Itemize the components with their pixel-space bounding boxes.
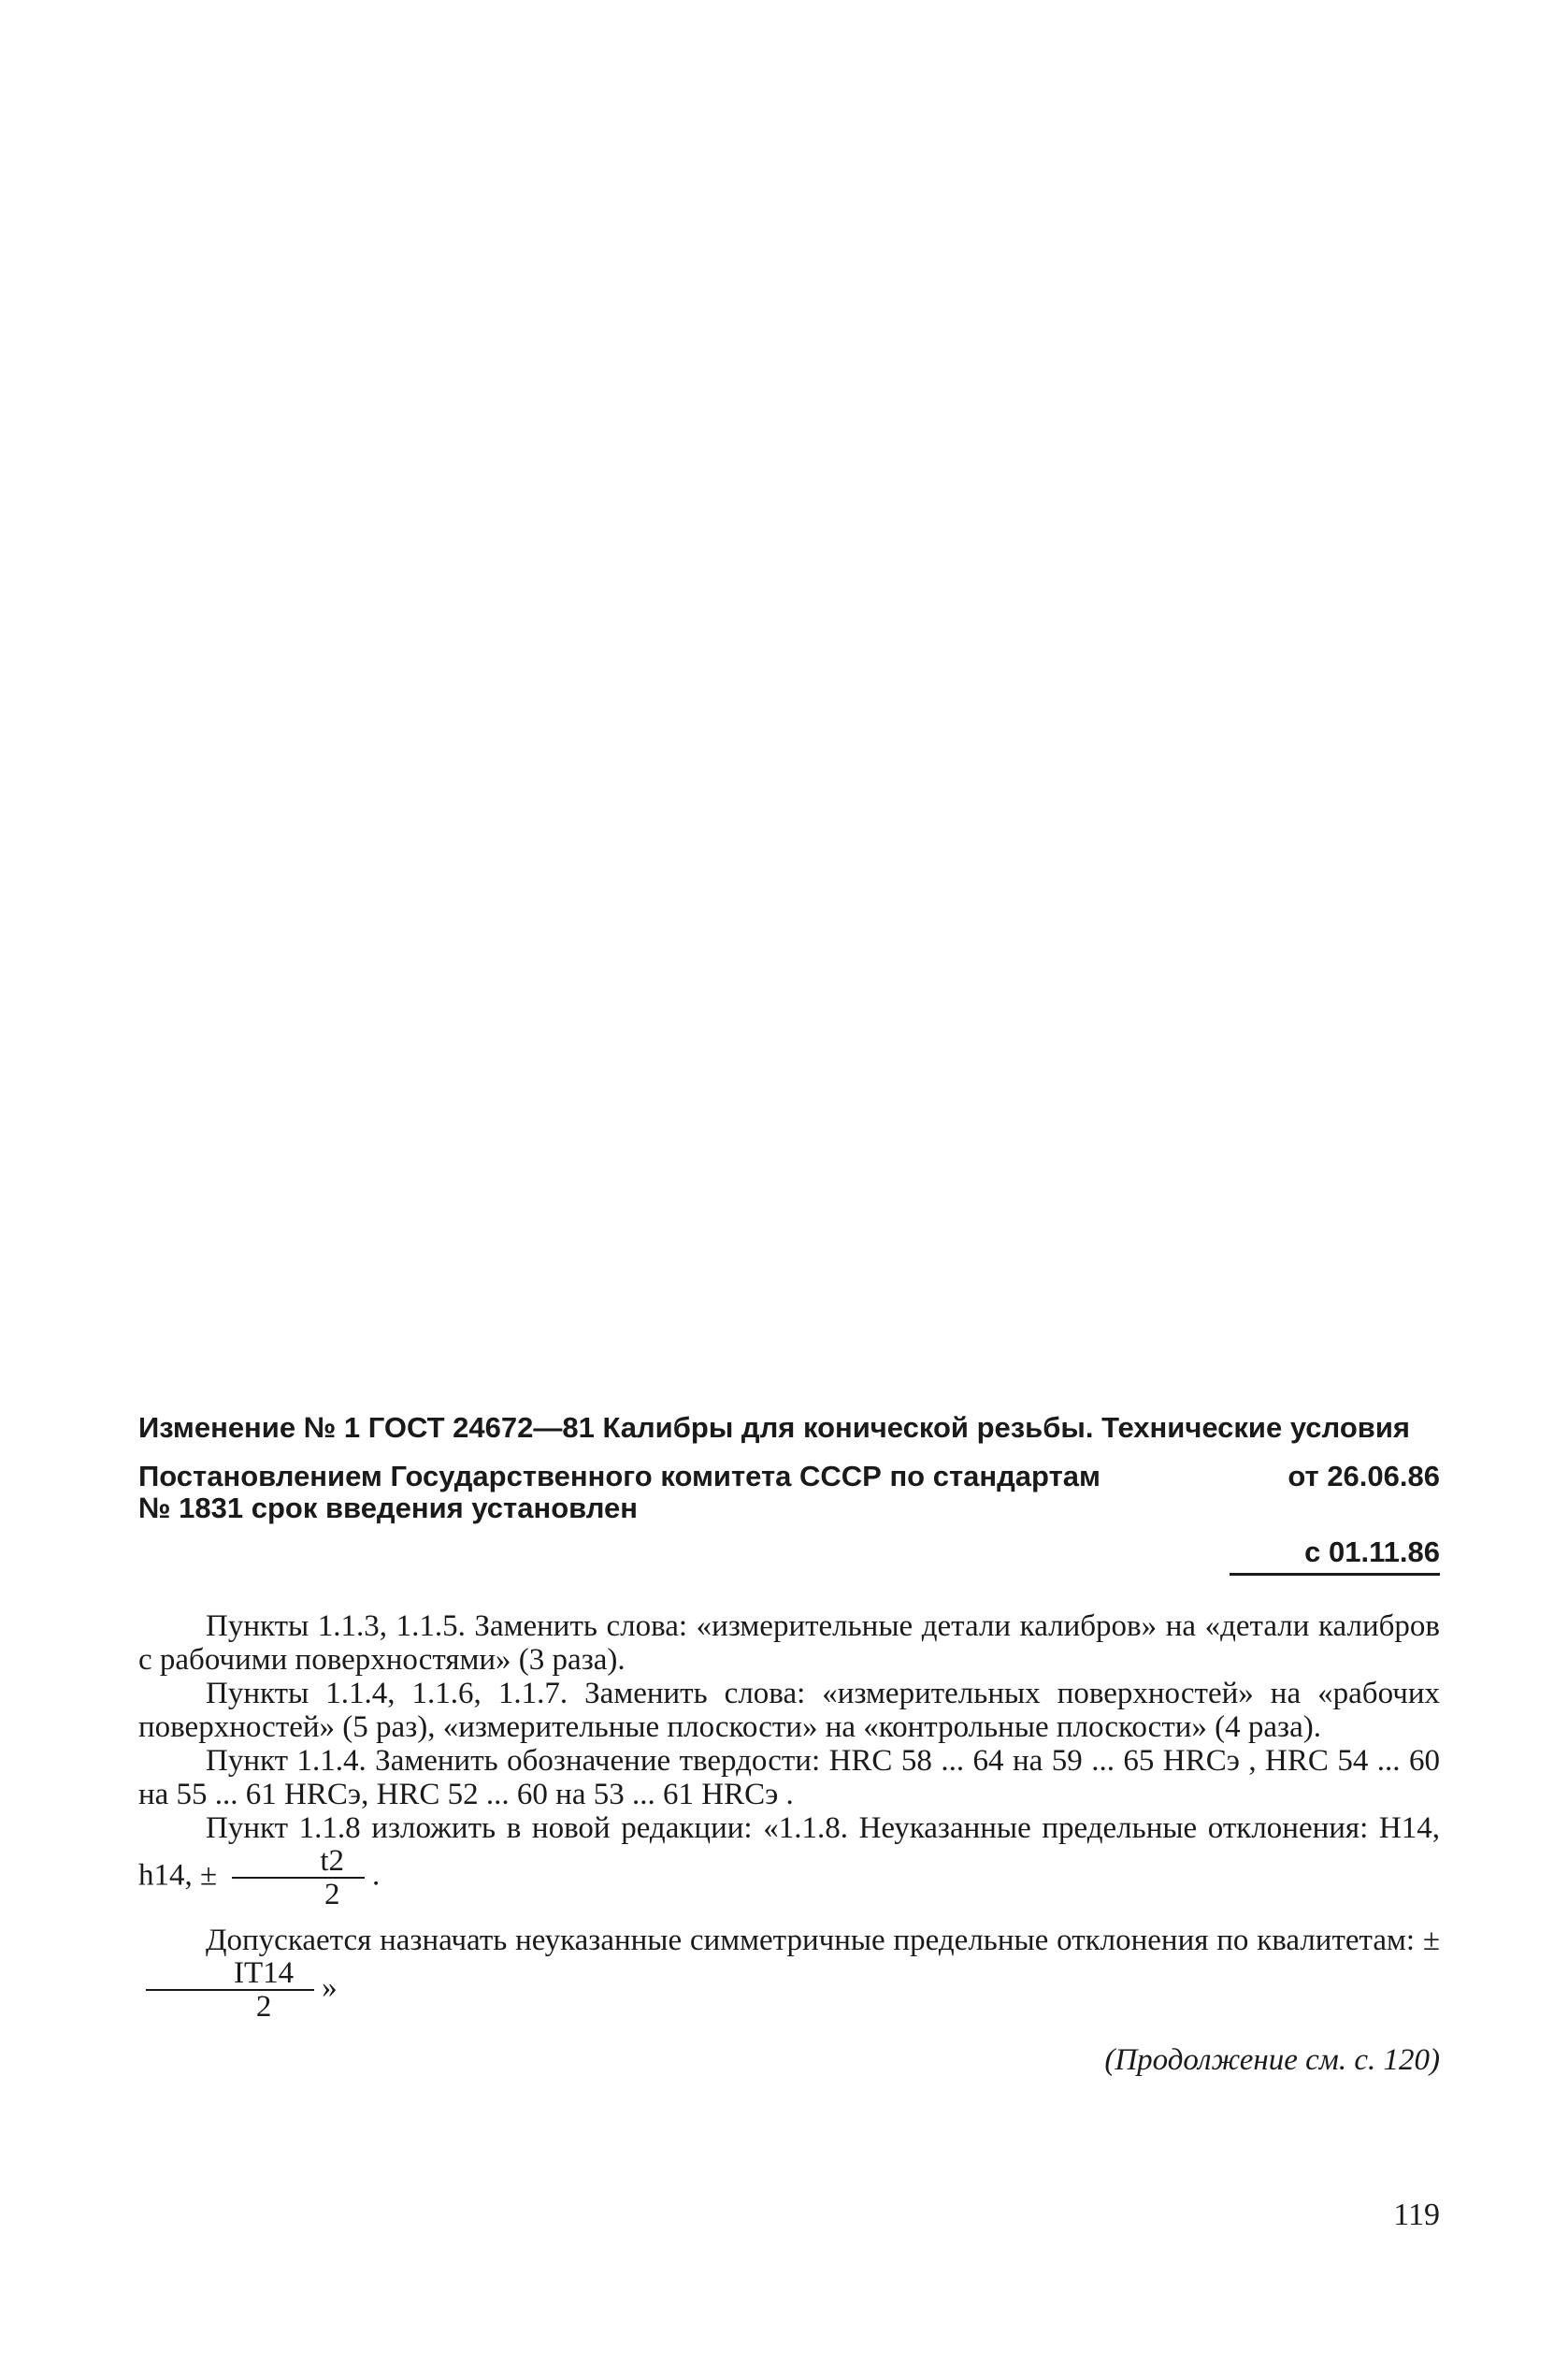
fraction-numerator: IT14 <box>146 1957 314 1991</box>
paragraph <box>138 1924 1440 2023</box>
effective-date: с 01.11.86 <box>1230 1535 1440 1576</box>
decree-date: от 26.06.86 <box>1287 1460 1440 1492</box>
paragraph: Пункт 1.1.4. Заменить обозначение твердости: HRC 58 ... 64 на 59 ... 65 HRCэ , HRC 54 ... 60 на 55 ... 61 HRCэ, HRC 52 ... 60 на 53 ... 61 HRCэ . <box>138 1744 1440 1811</box>
amendment-title: Изменение № 1 ГОСТ 24672—81 Калибры для конической резьбы. Технические условия <box>138 1411 1410 1444</box>
page-number: 119 <box>1393 2198 1440 2232</box>
paragraph-end: » <box>322 1970 338 2005</box>
fraction <box>232 1845 365 1910</box>
amendment-body <box>138 1609 1440 2077</box>
decree-line <box>138 1461 1440 1492</box>
paragraph-text: Допускается назначать неуказанные симметричные предельные отклонения по квалитетам: ± <box>206 1924 1440 1957</box>
amendment-content <box>138 1412 1440 2077</box>
fraction-denominator: 2 <box>255 1990 272 2024</box>
paragraph: Пункты 1.1.4, 1.1.6, 1.1.7. Заменить слова: «измерительных поверхностей» на «рабочих поверхностей» (5 раз), «измерительные плоскости» на «контрольные плоскости» (4 раза). <box>138 1677 1440 1744</box>
fraction-numerator: t2 <box>232 1845 365 1879</box>
fraction <box>146 1957 314 2023</box>
effective-date-row <box>138 1535 1440 1576</box>
decree-text: Постановлением Государственного комитета СССР по стандартам <box>138 1460 1100 1492</box>
continuation-note: (Продолжение см. с. 120) <box>1104 2043 1440 2077</box>
paragraph <box>138 1811 1440 1910</box>
paragraph-text: Пункт 1.1.8 изложить в новой редакции: «1.1.8. Неуказанные предельные отклонения: H14, h14, ± <box>138 1811 1440 1893</box>
paragraph-end: . <box>372 1858 381 1893</box>
fraction-denominator: 2 <box>324 1878 340 1911</box>
paragraph: Пункты 1.1.3, 1.1.5. Заменить слова: «измерительные детали калибров» на «детали калибров с рабочими поверхностями» (3 раза). <box>138 1609 1440 1677</box>
decree-number: № 1831 срок введения установлен <box>138 1492 639 1524</box>
